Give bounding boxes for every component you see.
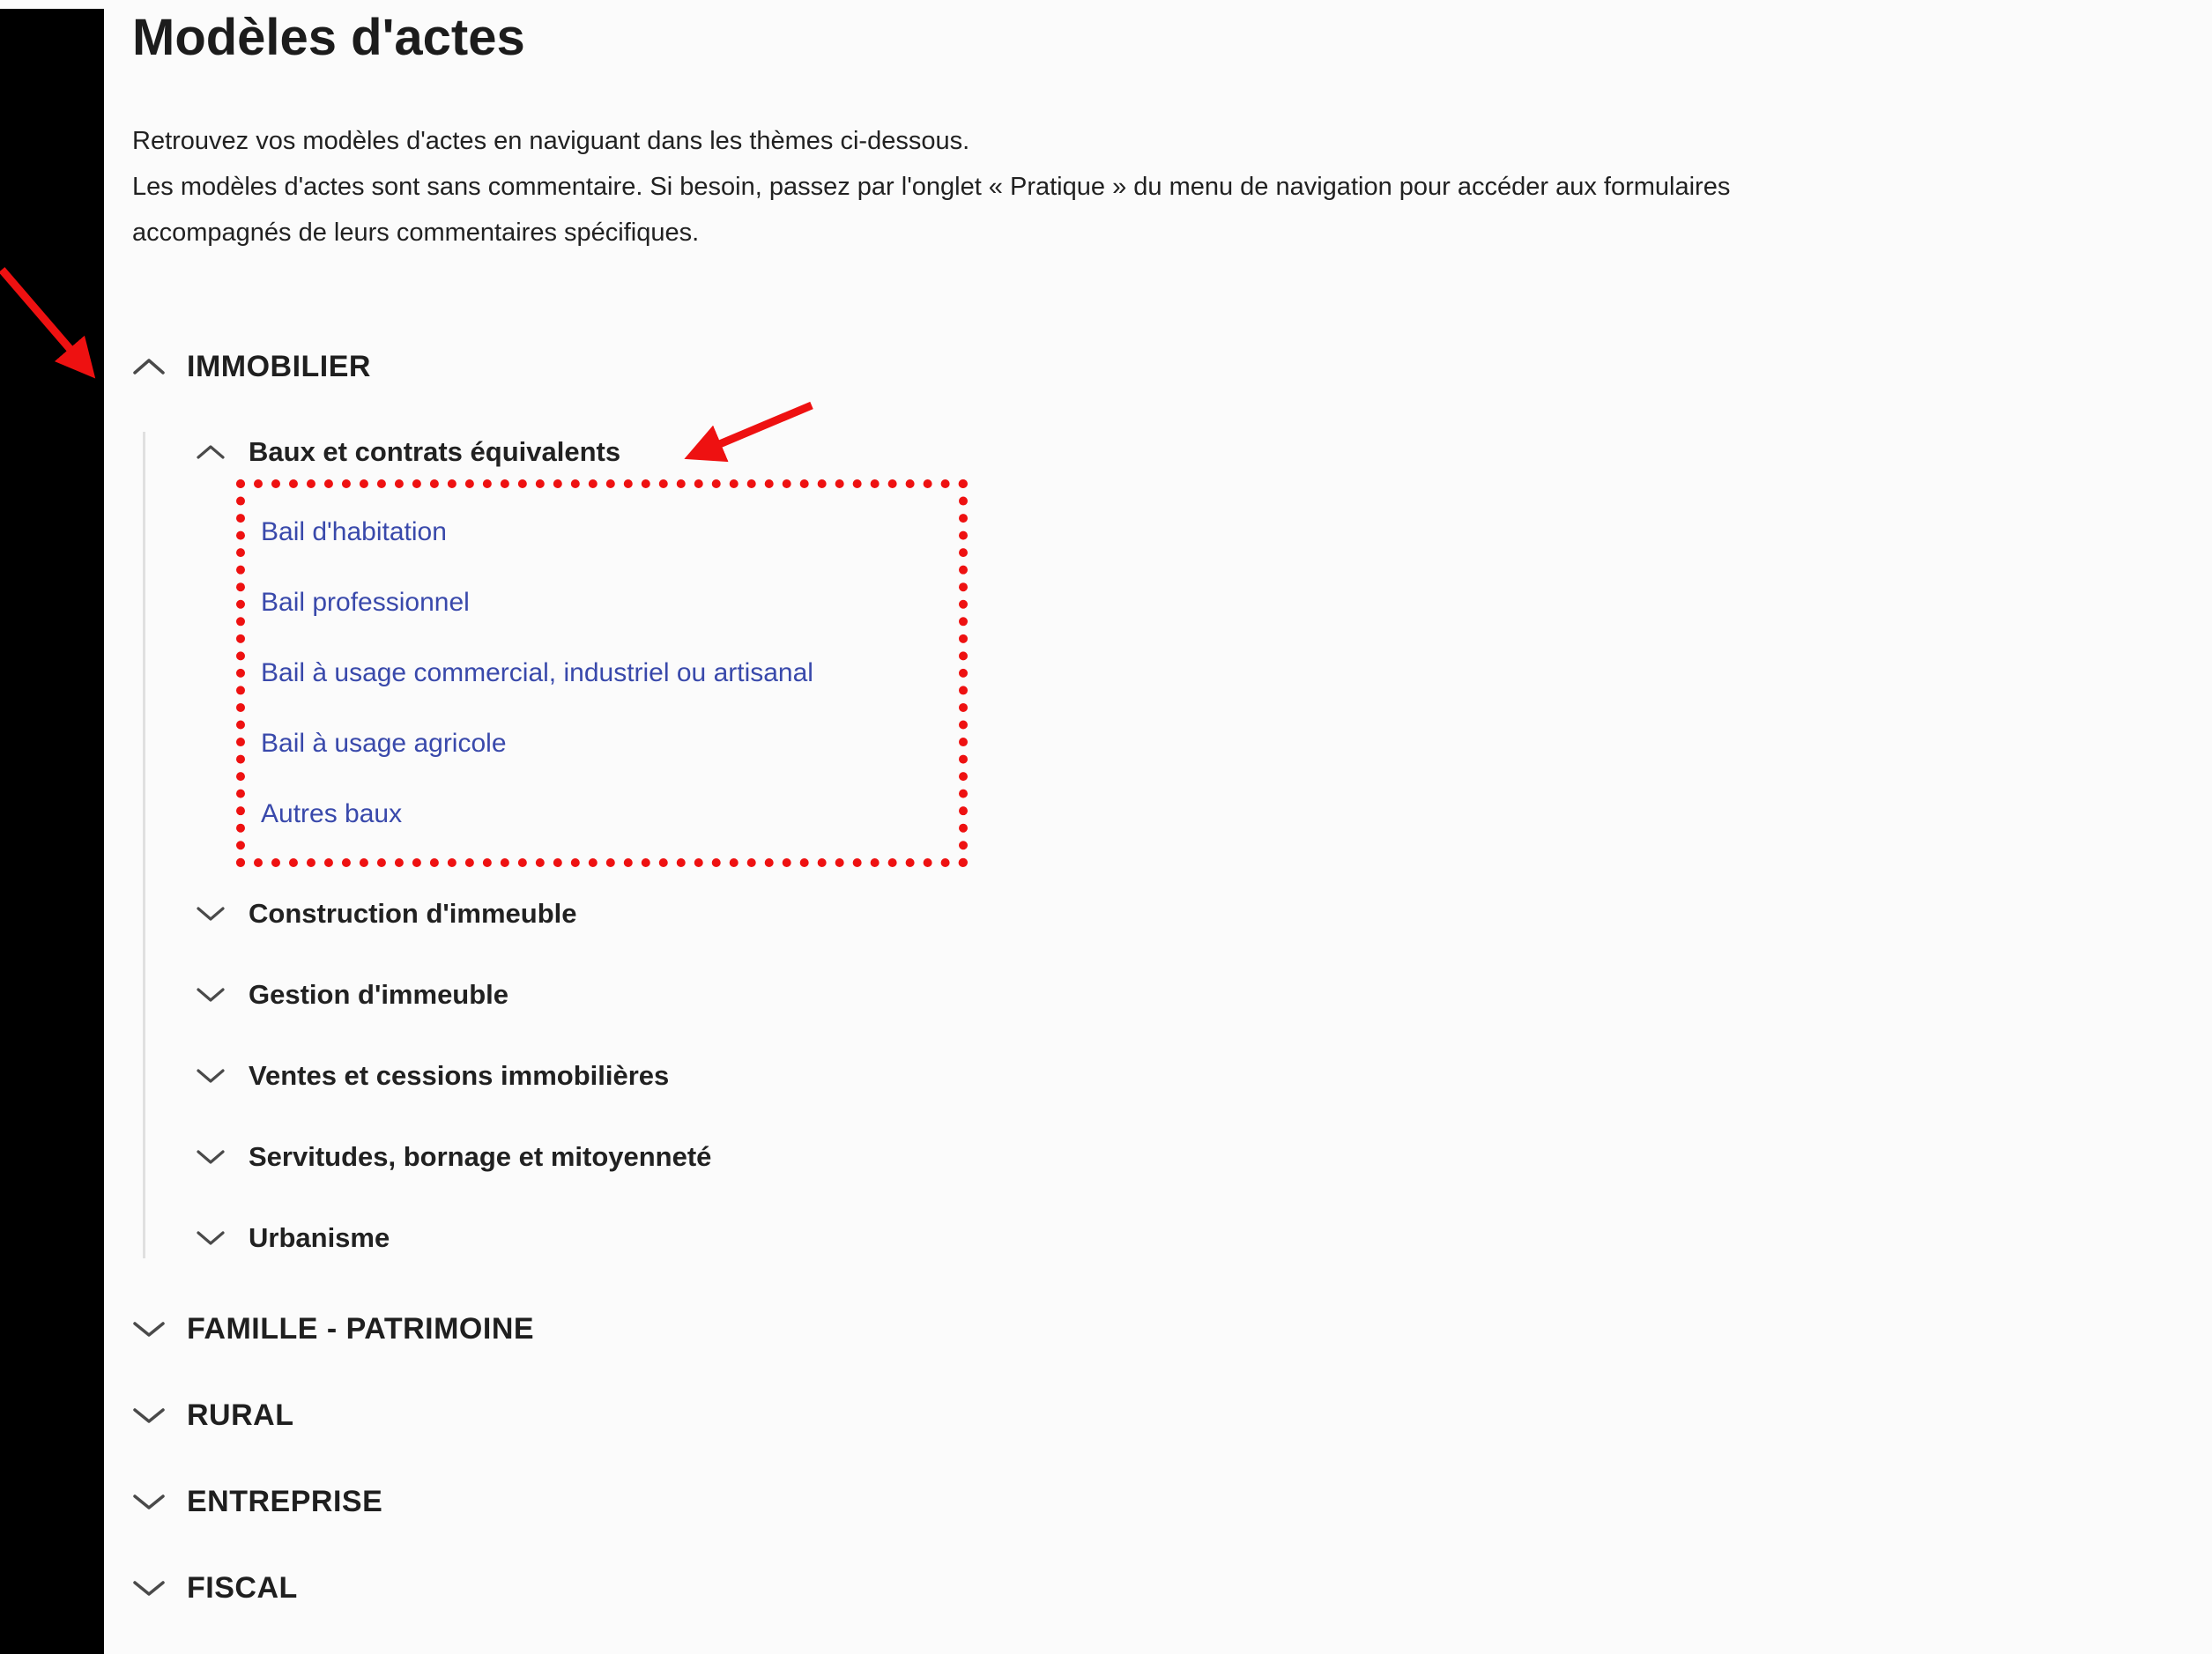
page-title: Modèles d'actes [132,9,525,66]
category-label[interactable]: FISCAL [187,1570,298,1605]
subcategory-label[interactable]: Urbanisme [249,1222,390,1253]
subcategory-construction-immeuble[interactable] [196,894,2177,934]
chevron-down-icon[interactable] [132,1405,166,1426]
chevron-down-icon[interactable] [196,904,226,923]
category-entreprise[interactable] [132,1480,2177,1523]
subcategory-ventes-cessions[interactable] [196,1056,2177,1096]
subcategory-label[interactable]: Ventes et cessions immobilières [249,1060,670,1091]
chevron-up-icon[interactable] [132,356,166,377]
intro-text [132,118,2177,256]
subcategory-servitudes-bornage[interactable] [196,1137,2177,1177]
subcategory-urbanisme[interactable] [196,1218,2177,1258]
chevron-down-icon[interactable] [132,1318,166,1339]
subcategory-label[interactable]: Baux et contrats équivalents [249,436,621,467]
intro-line-2: Les modèles d'actes sont sans commentaire. Si besoin, passez par l'onglet « Pratique » du menu de navigation pour accéder aux formulaires [132,173,1731,201]
link-autres-baux[interactable]: Autres baux [261,799,403,828]
chevron-down-icon[interactable] [196,1147,226,1167]
category-label[interactable]: IMMOBILIER [187,349,371,383]
chevron-down-icon[interactable] [196,1066,226,1086]
category-famille-patrimoine[interactable] [132,1308,2177,1350]
subcategory-label[interactable]: Servitudes, bornage et mitoyenneté [249,1141,712,1172]
category-label[interactable]: ENTREPRISE [187,1484,383,1518]
intro-line-3: accompagnés de leurs commentaires spécifiques. [132,219,700,247]
link-bail-usage-agricole[interactable]: Bail à usage agricole [261,729,507,758]
themes-tree [132,345,2177,1609]
main-content [104,9,2212,1609]
subcategory-baux-et-contrats-equivalents[interactable] [196,432,2177,472]
immobilier-children [143,432,2177,1258]
left-black-bar [0,9,104,1654]
chevron-up-icon[interactable] [196,442,226,462]
subcategory-label[interactable]: Construction d'immeuble [249,898,577,929]
chevron-down-icon[interactable] [132,1491,166,1512]
category-label[interactable]: RURAL [187,1398,294,1432]
chevron-down-icon[interactable] [132,1577,166,1598]
chevron-down-icon[interactable] [196,985,226,1005]
category-label[interactable]: FAMILLE - PATRIMOINE [187,1311,535,1346]
link-bail-professionnel[interactable]: Bail professionnel [261,588,470,617]
chevron-down-icon[interactable] [196,1228,226,1248]
category-fiscal[interactable] [132,1567,2177,1609]
link-bail-usage-commercial[interactable]: Bail à usage commercial, industriel ou artisanal [261,658,813,687]
intro-line-1: Retrouvez vos modèles d'actes en naviguant dans les thèmes ci-dessous. [132,127,970,155]
annotation-highlight-box [236,479,968,867]
subcategory-label[interactable]: Gestion d'immeuble [249,979,509,1010]
link-bail-habitation[interactable]: Bail d'habitation [261,517,447,546]
category-immobilier[interactable] [132,345,2177,388]
category-rural[interactable] [132,1394,2177,1436]
subcategory-gestion-immeuble[interactable] [196,975,2177,1015]
